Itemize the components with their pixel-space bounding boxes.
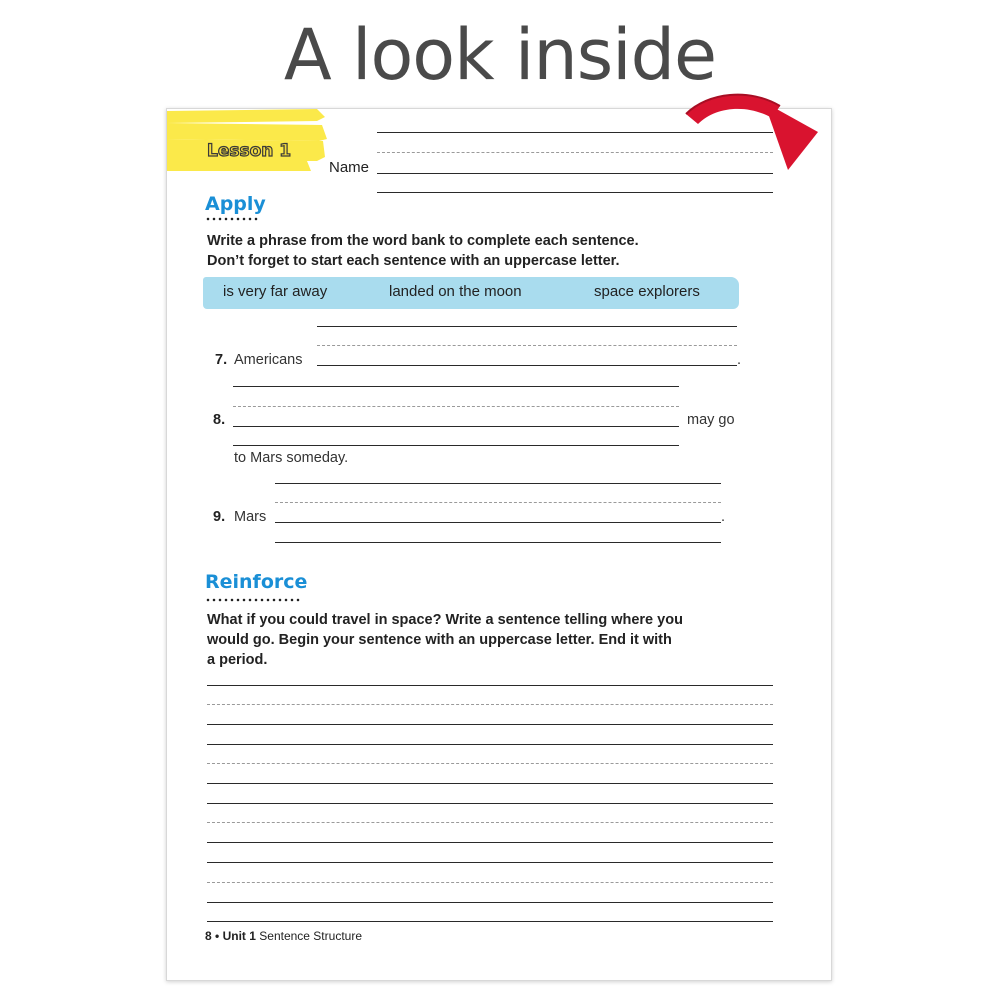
item7-prefix: Americans bbox=[234, 352, 303, 368]
worksheet-page bbox=[166, 108, 832, 981]
page-footer bbox=[205, 929, 362, 943]
item9-line-top bbox=[275, 483, 721, 484]
item7-period: . bbox=[737, 352, 742, 368]
apply-title: Apply bbox=[205, 193, 266, 215]
item8-line-bottom bbox=[233, 445, 679, 446]
writing-line-base[interactable] bbox=[207, 724, 773, 725]
headline: A look inside bbox=[283, 14, 717, 96]
item8-line-mid bbox=[233, 406, 679, 407]
writing-line-mid bbox=[207, 704, 773, 705]
item9-prefix: Mars bbox=[234, 509, 267, 525]
item8-number: 8. bbox=[213, 412, 226, 428]
writing-line-base[interactable] bbox=[207, 783, 773, 784]
item9-number: 9. bbox=[213, 509, 226, 525]
word-bank-item: space explorers bbox=[594, 283, 700, 300]
name-label: Name bbox=[329, 159, 370, 176]
writing-line-base[interactable] bbox=[207, 902, 773, 903]
lesson-badge: Lesson 1 bbox=[207, 141, 292, 161]
writing-line-mid bbox=[207, 763, 773, 764]
apply-instructions-1: Write a phrase from the word bank to complete each sentence. bbox=[207, 233, 639, 249]
item8-line-top bbox=[233, 386, 679, 387]
item9-period: . bbox=[721, 509, 726, 525]
writing-line-mid bbox=[207, 822, 773, 823]
item7-line-mid bbox=[317, 345, 737, 346]
item7-number: 7. bbox=[215, 352, 228, 368]
apply-instructions-2: Don’t forget to start each sentence with an uppercase letter. bbox=[207, 253, 620, 269]
reinforce-line-3: a period. bbox=[207, 652, 268, 668]
footer-topic: Sentence Structure bbox=[259, 929, 362, 943]
item8-line-base[interactable] bbox=[233, 426, 679, 427]
apply-dots bbox=[205, 217, 259, 221]
item9-line-mid bbox=[275, 502, 721, 503]
reinforce-dots bbox=[205, 598, 301, 602]
word-bank-item: is very far away bbox=[223, 283, 328, 300]
writing-line-top bbox=[207, 862, 773, 863]
curved-arrow-icon bbox=[680, 84, 820, 179]
footer-bullet: • bbox=[215, 929, 220, 943]
footer-page-number: 8 bbox=[205, 929, 212, 943]
name-line-bottom bbox=[377, 192, 773, 193]
reinforce-title: Reinforce bbox=[205, 571, 308, 593]
item8-continuation: to Mars someday. bbox=[234, 450, 349, 466]
word-bank bbox=[203, 277, 739, 309]
item9-line-bottom bbox=[275, 542, 721, 543]
writing-line-top bbox=[207, 803, 773, 804]
writing-line-top bbox=[207, 744, 773, 745]
writing-line-bottom bbox=[207, 921, 773, 922]
reinforce-line-2: would go. Begin your sentence with an uppercase letter. End it with bbox=[207, 632, 672, 648]
item8-suffix: may go bbox=[687, 412, 735, 428]
item9-line-base[interactable] bbox=[275, 522, 721, 523]
writing-line-base[interactable] bbox=[207, 842, 773, 843]
writing-line-top bbox=[207, 685, 773, 686]
footer-unit: Unit 1 bbox=[222, 929, 256, 943]
reinforce-line-1: What if you could travel in space? Write a sentence telling where you bbox=[207, 612, 683, 628]
writing-line-mid bbox=[207, 882, 773, 883]
item7-line-top bbox=[317, 326, 737, 327]
word-bank-item: landed on the moon bbox=[389, 283, 522, 300]
item7-line-base[interactable] bbox=[317, 365, 737, 366]
